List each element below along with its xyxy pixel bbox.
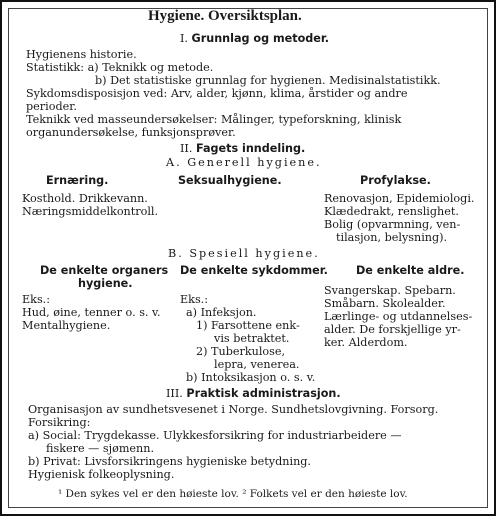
page-title: Hygiene. Oversiktsplan. [148,8,302,24]
col-b3-line-4: alder. De forskjellige yr- [324,323,461,336]
col-b1-line-3: Mentalhygiene. [22,319,111,332]
col-b2-heading: De enkelte sykdommer. [180,264,328,277]
col-a2-heading: Seksualhygiene. [178,174,282,187]
s1-line-4: Sykdomsdisposisjon ved: Arv, alder, kjønn, klima, årstider og andre [26,87,408,100]
col-b1-line-1: Eks.: [22,293,51,306]
s3-line-5: b) Privat: Livsforsikringens hygieniske betydning. [28,455,311,468]
col-b2-line-4: vis betraktet. [214,332,290,345]
col-a3-heading: Profylakse. [360,174,431,187]
section-3-number: III. [166,387,183,400]
s3-line-3: a) Social: Trygdekasse. Ulykkesforsikring for industriarbeidere — [28,429,402,442]
subsection-a-heading: A. Generell hygiene. [166,156,322,169]
col-b3-line-3: Lærlinge- og utdannelses- [324,310,473,323]
col-b2-line-7: b) Intoksikasjon o. s. v. [186,371,316,384]
col-a3-line-2: Klædedrakt, renslighet. [324,205,459,218]
section-3-heading [166,387,341,400]
s1-line-5: perioder. [26,100,77,113]
s3-line-1: Organisasjon av sundhetsvesenet i Norge. Sundhetslovgivning. Forsorg. [28,403,439,416]
s1-line-6: Teknikk ved masseundersøkelser: Målinger, typeforskning, klinisk [26,113,402,126]
col-b3-line-2: Småbarn. Skolealder. [324,297,446,310]
section-1-heading [180,32,329,45]
footnotes: ¹ Den sykes vel er den høieste lov. ² Folkets vel er den høieste lov. [58,488,408,500]
section-3-title: Praktisk administrasjon. [186,387,341,400]
col-b2-line-1: Eks.: [180,293,209,306]
col-b3-line-5: ker. Alderdom. [324,336,408,349]
col-b2-line-5: 2) Tuberkulose, [196,345,286,358]
s1-line-7: organundersøkelse, funksjonsprøver. [26,126,236,139]
col-b1-heading-2: hygiene. [78,277,133,290]
col-b2-line-6: lepra, venerea. [214,358,300,371]
col-a1-line-1: Kosthold. Drikkevann. [22,192,148,205]
section-1-title: Grunnlag og metoder. [191,32,330,45]
s1-line-2: Statistikk: a) Teknikk og metode. [26,61,214,74]
s3-line-4: fiskere — sjømenn. [46,442,155,455]
col-b3-line-1: Svangerskap. Spebarn. [324,284,456,297]
col-b3-heading: De enkelte aldre. [356,264,465,277]
subsection-b-heading: B. Spesiell hygiene. [168,247,320,260]
col-a3-line-1: Renovasjon, Epidemiologi. [324,192,475,205]
col-a3-line-4: tilasjon, belysning). [336,231,448,244]
col-a3-line-3: Bolig (opvarmning, ven- [324,218,461,231]
col-a1-line-2: Næringsmiddelkontroll. [22,205,159,218]
section-2-heading [180,142,305,155]
s3-line-2: Forsikring: [28,416,91,429]
col-b1-heading-1: De enkelte organers [40,264,169,277]
section-2-number: II. [180,142,193,155]
s1-line-1: Hygienens historie. [26,48,137,61]
col-a1-heading: Ernæring. [46,174,109,187]
col-b2-line-2: a) Infeksjon. [186,306,257,319]
section-1-number: I. [180,32,188,45]
col-b1-line-2: Hud, øine, tenner o. s. v. [22,306,161,319]
col-b2-line-3: 1) Farsottene enk- [196,319,300,332]
s1-line-3: b) Det statistiske grunnlag for hygienen. Medisinalstatistikk. [95,74,441,87]
section-2-title: Fagets inndeling. [195,142,306,155]
s3-line-6: Hygienisk folkeoplysning. [28,468,175,481]
